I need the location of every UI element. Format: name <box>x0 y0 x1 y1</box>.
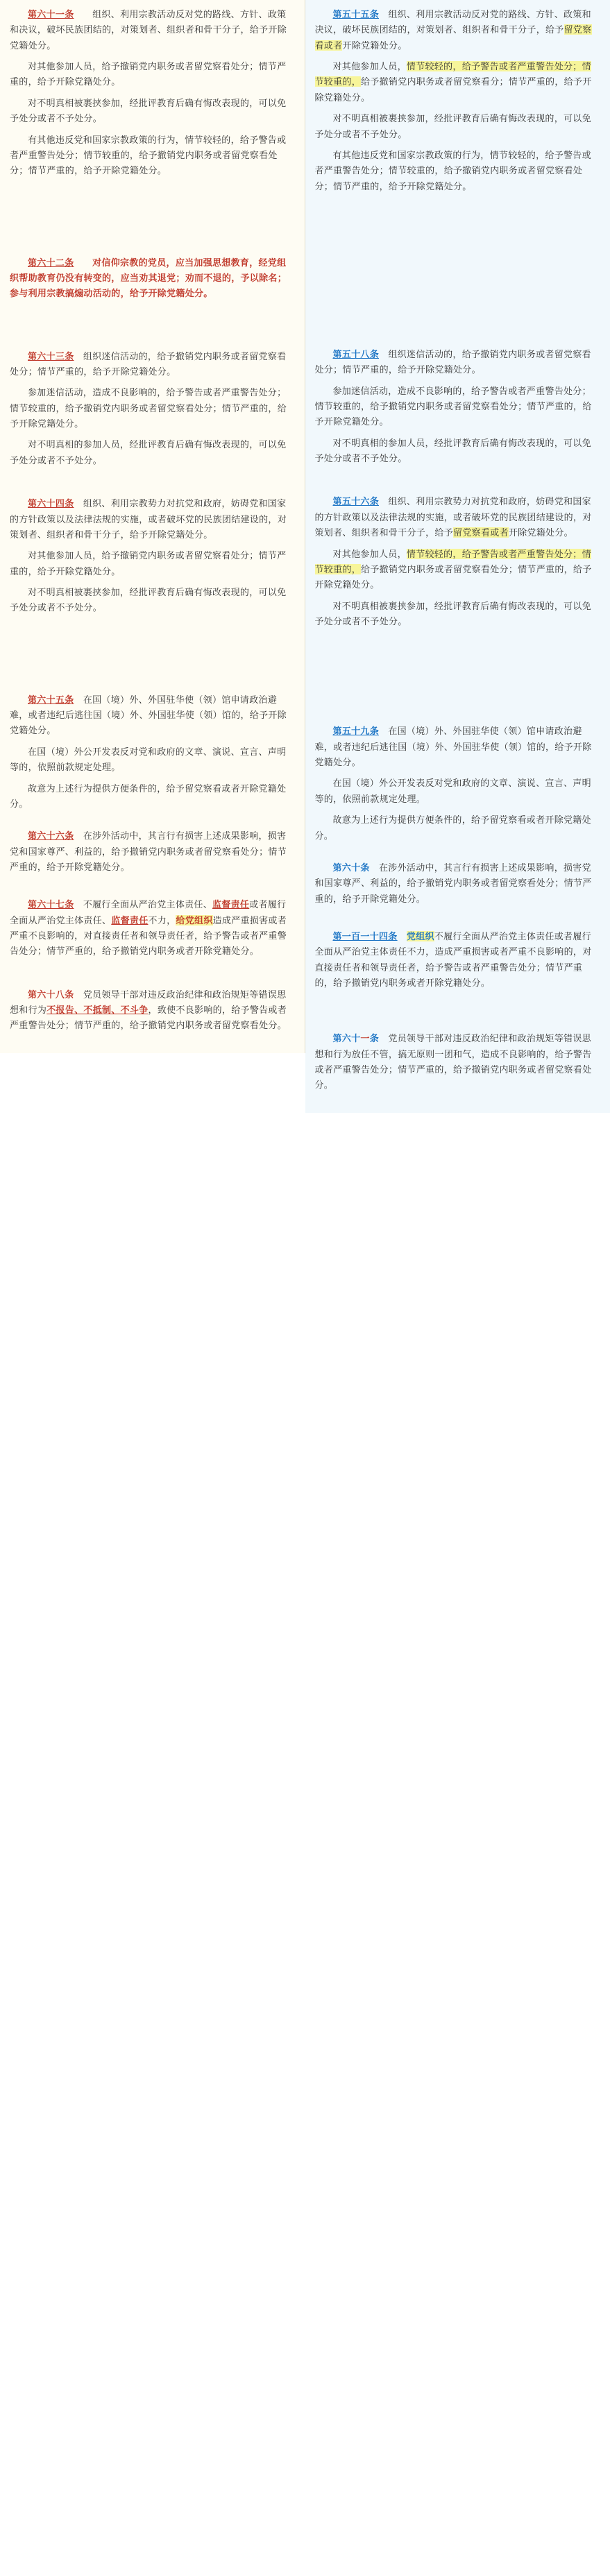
gap-after-61 <box>10 189 295 255</box>
article-block-61 <box>10 7 295 179</box>
old-article-58-para-1: 第五十八条 组织迷信活动的，给予撤销党内职务或者留党察看处分；情节严重的，给予开除党籍处分。 <box>314 348 591 375</box>
gap-after-66 <box>10 885 295 897</box>
gap-old-h <box>315 1000 601 1031</box>
article-block-68 <box>10 987 295 1034</box>
article-65-para-3: 故意为上述行为提供方便条件的，给予留党察看或者开除党籍处分。 <box>10 783 287 809</box>
old-article-block-58 <box>315 347 601 467</box>
gap-old-e <box>315 706 601 724</box>
gap-old-d <box>315 639 601 706</box>
article-65-para-1: 第六十五条 在国（境）外、外国驻华使（领）馆申请政治避难，或者违纪后逃往国（境）外、外国驻华使（领）馆的，给予开除党籍处分。 <box>10 694 287 736</box>
article-block-63 <box>10 349 295 469</box>
article-61-para-1: 第六十一条 组织、利用宗教活动反对党的路线、方针、政策和决议，破坏民族团结的，对策划者、组织者和骨干分子，给予开除党籍处分。 <box>10 9 287 51</box>
article-63-para-1: 第六十三条 组织迷信活动的，给予撤销党内职务或者留党察看处分；情节严重的，给予开除党籍处分。 <box>10 350 287 377</box>
old-article-55-para-2: 对其他参加人员，情节较轻的，给予警告或者严重警告处分；情节较重的，给予撤销党内职务或者留党察看分；情节严重的，给予开除党籍处分。 <box>314 61 592 103</box>
gap-old-c <box>315 476 601 494</box>
article-61-para-2: 对其他参加人员，给予撤销党内职务或者留党察看处分；情节严重的，给予开除党籍处分。 <box>10 61 287 87</box>
gap-old-f <box>315 853 601 860</box>
gap-old-g <box>315 916 601 929</box>
two-column-comparison <box>0 0 610 1113</box>
gap-after-65 <box>10 821 295 828</box>
old-article-block-60 <box>315 860 601 907</box>
gap-old-b <box>315 280 601 347</box>
old-article-55-para-4: 有其他违反党和国家宗教政策的行为，情节较轻的，给予警告或者严重警告处分；情节较重的，给予撤销党内职务或者留党察看处分；情节严重的，给予开除党籍处分。 <box>314 149 591 191</box>
article-62-para-1: 第六十二条 对信仰宗教的党员，应当加强思想教育，经党组织帮助教育仍没有转变的，应当劝其退党；劝而不退的，予以除名；参与利用宗教搞煽动活动的，给予开除党籍处分。 <box>10 257 287 299</box>
old-article-block-55 <box>315 7 601 194</box>
article-block-66 <box>10 828 295 875</box>
old-article-56-para-2: 对其他参加人员，情节较轻的，给予警告或者严重警告处分；情节较重的，给予撤销党内职务或者留党察看处分；情节严重的，给予开除党籍处分。 <box>314 548 592 590</box>
article-66-para-1: 第六十六条 在涉外活动中，其言行有损害上述成果影响，损害党和国家尊严、利益的，给予撤销党内职务或者留党察看处分；情节严重的，给予开除党籍处分。 <box>10 830 287 872</box>
article-61-para-4: 有其他违反党和国家宗教政策的行为，情节较轻的，给予警告或者严重警告处分；情节较重的，给予撤销党内职务或者留党察看处分；情节严重的，给予开除党籍处分。 <box>10 134 287 176</box>
article-68-para-1: 第六十八条 党员领导干部对违反政治纪律和政治规矩等错误思想和行为不报告、不抵制、不斗争，致使不良影响的，给予警告或者严重警告处分；情节严重的，给予撤销党内职务或者留党察看处分。 <box>10 989 287 1031</box>
article-63-para-3: 对不明真相的参加人员，经批评教育后确有悔改表现的，可以免予处分或者不予处分。 <box>10 439 287 466</box>
gap-old-a <box>315 204 601 280</box>
article-67-para-1: 第六十七条 不履行全面从严治党主体责任、监督责任或者履行全面从严治党主体责任、监督责任不力，给党组织造成严重损害或者严重不良影响的，对直接责任者和领导责任者，给予警告或者严重警告处分；情节严重的，给予撤销党内职务或者开除党籍处分。 <box>10 899 287 957</box>
old-article-59-para-3: 故意为上述行为提供方便条件的，给予留党察看或者开除党籍处分。 <box>314 814 591 841</box>
old-article-58-para-2: 参加迷信活动，造成不良影响的，给予警告或者严重警告处分；情节较重的，给予撤销党内职务或者留党察看处分；情节严重的，给予开除党籍处分。 <box>314 385 592 427</box>
old-article-60-para-1: 第六十条 在涉外活动中，其言行有损害上述成果影响，损害党和国家尊严、利益的，给予撤销党内职务或者留党察看处分；情节严重的，给予开除党籍处分。 <box>314 862 592 904</box>
article-61-para-3: 对不明真相被裹挟参加，经批评教育后确有悔改表现的，可以免予处分或者不予处分。 <box>10 97 287 124</box>
gap-after-62 <box>10 312 295 349</box>
old-article-56-para-3: 对不明真相被裹挟参加，经批评教育后确有悔改表现的，可以免予处分或者不予处分。 <box>314 600 591 626</box>
old-article-block-59 <box>315 724 601 844</box>
old-article-56-para-1: 第五十六条 组织、利用宗教势力对抗党和政府，妨碍党和国家的方针政策以及法律法规的实施，或者破坏党的民族团结建设的，对策划者、组织者和骨干分子，给予留党察看或者开除党籍处分。 <box>314 496 592 538</box>
old-article-58-para-3: 对不明真相的参加人员，经批评教育后确有悔改表现的，可以免予处分或者不予处分。 <box>314 437 591 464</box>
article-block-62 <box>10 255 295 302</box>
article-64-para-3: 对不明真相被裹挟参加，经批评教育后确有悔改表现的，可以免予处分或者不予处分。 <box>10 586 287 613</box>
old-article-59-para-1: 第五十九条 在国（境）外、外国驻华使（领）馆申请政治避难，或者违纪后逃往国（境）外、外国驻华使（领）馆的，给予开除党籍处分。 <box>314 726 592 768</box>
old-article-61-para-1: 第六十一条 党员领导干部对违反政治纪律和政治规矩等错误思想和行为放任不管，搞无原则一团和气，造成不良影响的，给予警告或者严重警告处分；情节严重的，给予撤销党内职务或者留党察看处分。 <box>314 1033 592 1091</box>
article-65-para-2: 在国（境）外公开发表反对党和政府的文章、演说、宣言、声明等的，依照前款规定处理。 <box>10 746 287 773</box>
article-block-64 <box>10 496 295 616</box>
gap-after-64 <box>10 626 295 692</box>
gap-after-63 <box>10 478 295 496</box>
left-column-new-regulation <box>0 0 305 1053</box>
article-63-para-2: 参加迷信活动，造成不良影响的，给予警告或者严重警告处分；情节较重的，给予撤销党内职务或者留党察看处分；情节严重的，给予开除党籍处分。 <box>10 387 287 429</box>
article-block-67 <box>10 897 295 959</box>
old-article-block-56 <box>315 494 601 629</box>
old-article-55-para-3: 对不明真相被裹挟参加，经批评教育后确有悔改表现的，可以免予处分或者不予处分。 <box>314 113 591 139</box>
article-64-para-2: 对其他参加人员，给予撤销党内职务或者留党察看处分；情节严重的，给予开除党籍处分。 <box>10 550 287 577</box>
gap-after-67 <box>10 969 295 987</box>
old-article-block-61 <box>315 1031 601 1093</box>
article-block-65 <box>10 692 295 812</box>
article-64-para-1: 第六十四条 组织、利用宗教势力对抗党和政府，妨碍党和国家的方针政策以及法律法规的实施，或者破坏党的民族团结建设的，对策划者、组织者和骨干分子，给予开除党籍处分。 <box>10 498 287 540</box>
old-article-59-para-2: 在国（境）外公开发表反对党和政府的文章、演说、宣言、声明等的，依照前款规定处理。 <box>314 778 591 804</box>
old-article-114-para-1: 第一百一十四条 党组织不履行全面从严治党主体责任或者履行全面从严治党主体责任不力，造成严重损害或者严重不良影响的，对直接责任者和领导责任者，给予警告或者严重警告处分；情节严重的，给予撤销党内职务或者开除党籍处分。 <box>314 930 592 989</box>
document-page <box>0 0 610 1113</box>
old-article-block-114 <box>315 929 601 991</box>
old-article-55-para-1: 第五十五条 组织、利用宗教活动反对党的路线、方针、政策和决议，破坏民族团结的，对策划者、组织者和骨干分子，给予留党察看或者开除党籍处分。 <box>314 9 592 51</box>
right-column-old-regulation <box>305 0 610 1113</box>
